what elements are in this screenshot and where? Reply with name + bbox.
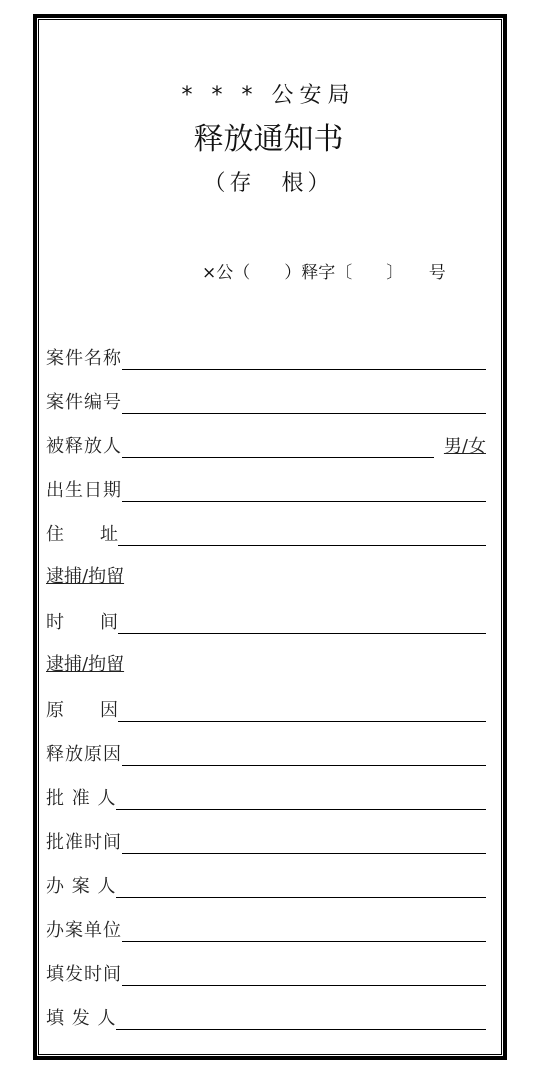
fill-line[interactable]: [122, 347, 486, 370]
section-arrest-detention-time: 逮捕/拘留: [46, 566, 125, 587]
field-label: 办案单位: [46, 920, 122, 941]
field-label: 被释放人: [46, 436, 122, 457]
fill-line[interactable]: [122, 435, 434, 458]
gender-option[interactable]: 男/女: [443, 436, 486, 457]
fill-line[interactable]: [118, 699, 486, 722]
fill-line[interactable]: [116, 787, 486, 810]
field-case-name: [46, 344, 486, 370]
document-subtitle: （存 根）: [203, 171, 334, 196]
field-label: 填 发 人: [46, 1008, 117, 1029]
field-label: 出生日期: [46, 480, 122, 501]
field-released-person: [46, 432, 486, 458]
section-arrest-detention-reason: 逮捕/拘留: [46, 654, 125, 675]
fill-line[interactable]: [118, 611, 486, 634]
field-label: 住 址: [46, 524, 118, 545]
fill-line[interactable]: [122, 479, 486, 502]
field-case-handler: [46, 872, 486, 898]
document-number-line: ×公（ ）释字〔 〕 号: [202, 263, 446, 283]
field-address: [46, 520, 486, 546]
field-label: 案件名称: [46, 348, 122, 369]
field-release-reason: [46, 740, 486, 766]
field-birth-date: [46, 476, 486, 502]
field-time: [46, 608, 486, 634]
field-reason: [46, 696, 486, 722]
field-label: 原 因: [46, 700, 118, 721]
fill-line[interactable]: [122, 743, 486, 766]
fill-line[interactable]: [116, 875, 486, 898]
field-label: 释放原因: [46, 744, 122, 765]
field-handling-unit: [46, 916, 486, 942]
fill-line[interactable]: [116, 1007, 486, 1030]
agency-name: * * * 公安局: [181, 83, 356, 108]
field-label: 填发时间: [46, 964, 122, 985]
field-issue-time: [46, 960, 486, 986]
field-issuer: [46, 1004, 486, 1030]
field-label: 时 间: [46, 612, 118, 633]
field-label: 批准时间: [46, 832, 122, 853]
document-title: 释放通知书: [193, 122, 344, 157]
fill-line[interactable]: [122, 831, 486, 854]
field-approver: [46, 784, 486, 810]
fill-line[interactable]: [122, 919, 486, 942]
fill-line[interactable]: [122, 963, 486, 986]
field-approval-time: [46, 828, 486, 854]
field-label: 办 案 人: [46, 876, 117, 897]
field-label: 案件编号: [46, 392, 122, 413]
field-label: 批 准 人: [46, 788, 117, 809]
fill-line[interactable]: [122, 391, 486, 414]
fill-line[interactable]: [118, 523, 486, 546]
field-case-number: [46, 388, 486, 414]
